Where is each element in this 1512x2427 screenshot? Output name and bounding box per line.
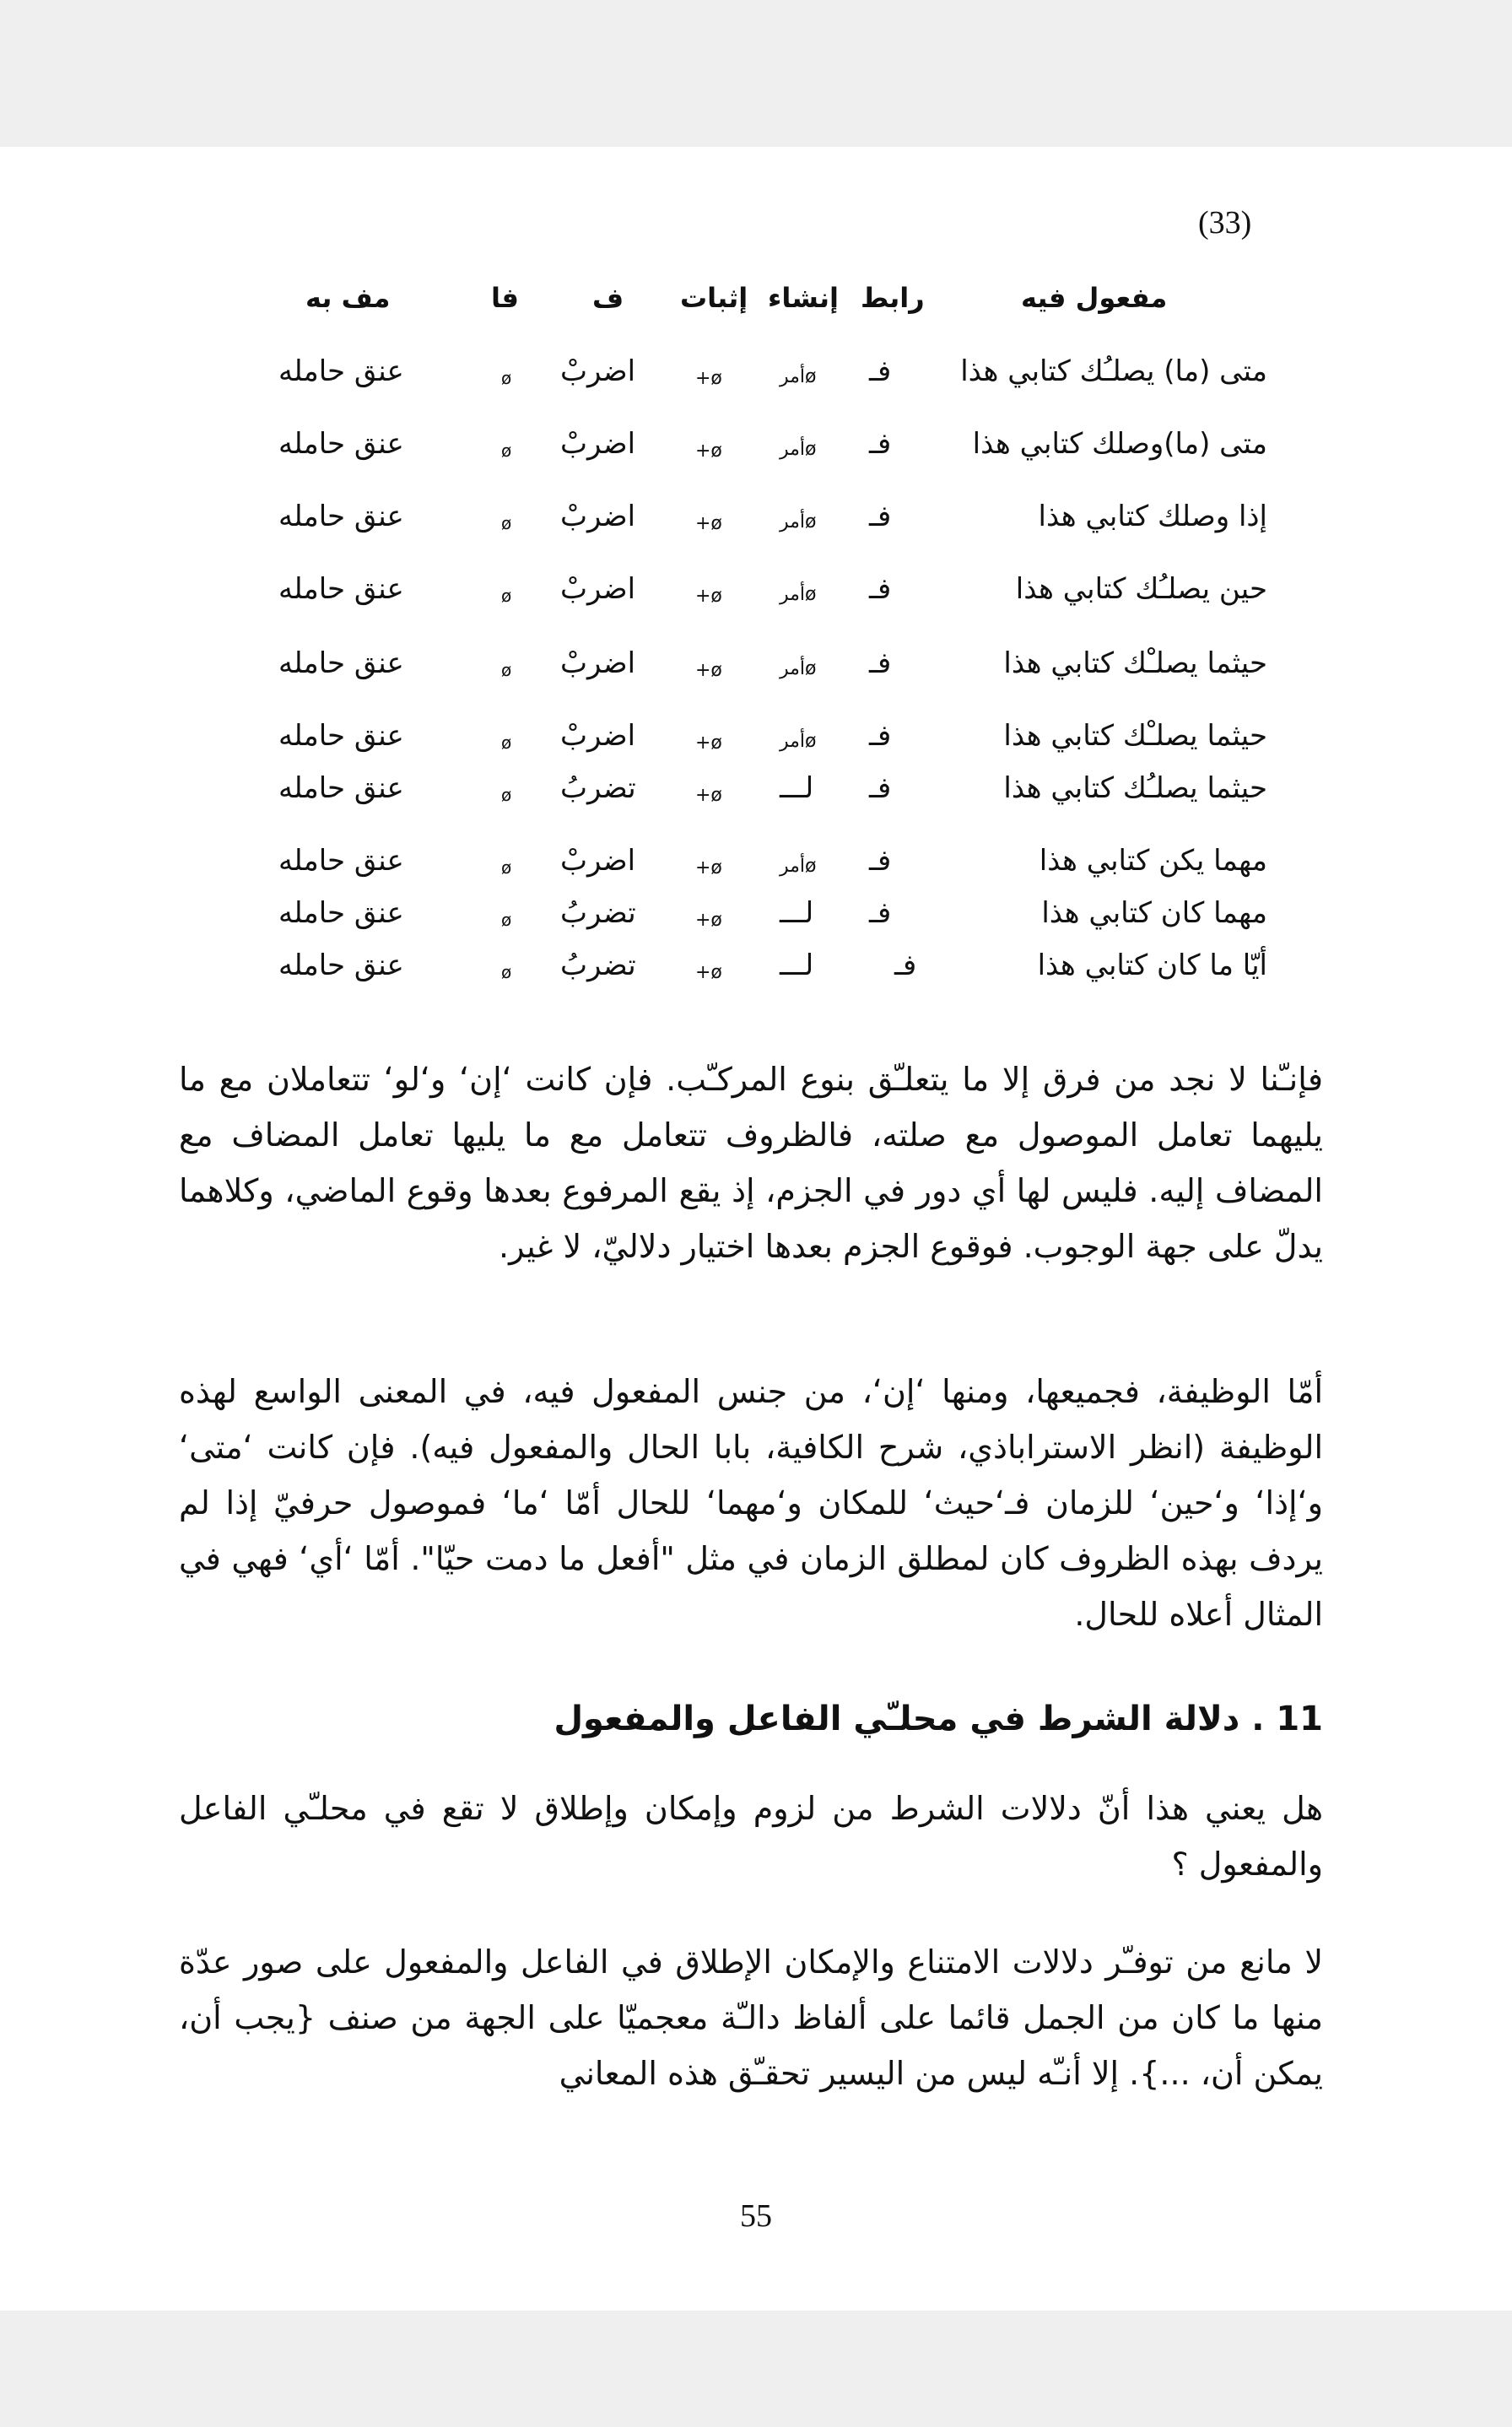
table-row <box>0 844 1512 886</box>
cell-fa: اضربْ <box>560 354 636 388</box>
cell-fa: اضربْ <box>560 427 636 461</box>
cell-maful-fih: حيثما يصلـْك كتابي هذا <box>1003 646 1267 680</box>
cell-insha: لـــ <box>780 896 814 930</box>
cell-ithbat: +ø <box>695 513 722 534</box>
table-header <box>0 282 1512 324</box>
cell-faa: ø <box>501 962 512 982</box>
cell-insha: أمرø <box>780 511 817 532</box>
section-heading: 11 . دلالة الشرط في محلـّي الفاعل والمفعول <box>554 1700 1323 1738</box>
cell-maful-fih: مهما يكن كتابي هذا <box>1039 844 1267 878</box>
cell-maf-bih: عنق حامله <box>278 719 404 753</box>
cell-fa: اضربْ <box>560 719 636 753</box>
cell-maf-bih: عنق حامله <box>278 572 404 606</box>
cell-insha: أمرø <box>780 658 817 679</box>
document-page <box>0 147 1512 2311</box>
cell-fa: اضربْ <box>560 572 636 606</box>
cell-ithbat: +ø <box>695 368 722 389</box>
paragraph-2: أمّا الوظيفة، فجميعها، ومنها ‘إن‘، من جنس المفعول فيه، في المعنى الواسع لهذه الوظيفة (انظر الاستراباذي، شرح الكافية، بابا الحال والمفعول فيه). فإن كانت ‘متى‘ و‘إذا‘ و‘حين‘ للزمان فـ‘حيث‘ للمكان و‘مهما‘ للحال أمّا ‘ما‘ فموصول حرفيّ إذا لم يردف بهذه الظروف كان لمطلق الزمان في مثل "أفعل ما دمت حيّا". أمّا ‘أي‘ فهي في المثال أعلاه للحال. <box>179 1373 1323 1633</box>
cell-maf-bih: عنق حامله <box>278 771 404 805</box>
table-row <box>0 896 1512 938</box>
cell-maf-bih: عنق حامله <box>278 949 404 982</box>
cell-rabit: فـ <box>894 949 917 982</box>
cell-ithbat: +ø <box>695 910 722 931</box>
cell-maful-fih: متى (ما) يصلـُك كتابي هذا <box>960 354 1267 388</box>
cell-ithbat: +ø <box>695 660 722 681</box>
cell-maful-fih: أيّا ما كان كتابي هذا <box>1037 949 1267 982</box>
header-rabit: رابط <box>861 282 925 314</box>
table-row <box>0 427 1512 469</box>
cell-maful-fih: مهما كان كتابي هذا <box>1041 896 1267 930</box>
table-row <box>0 719 1512 761</box>
cell-faa: ø <box>501 513 512 533</box>
cell-faa: ø <box>501 785 512 805</box>
cell-faa: ø <box>501 586 512 606</box>
cell-rabit: فـ <box>869 646 892 680</box>
header-ithbat: إثبات <box>680 282 748 314</box>
cell-ithbat: +ø <box>695 441 722 462</box>
cell-faa: ø <box>501 857 512 878</box>
paragraph-1: فإنـّنا لا نجد من فرق إلا ما يتعلـّق بنوع المركـّب. فإن كانت ‘إن‘ و‘لو‘ تتعاملان مع ما يليهما تعامل الموصول مع صلته، فالظروف تتعامل مع ما يليها تعامل المضاف مع المضاف إليه. فليس لها أي دور في الجزم، إذ يقع المرفوع بعدها وقوع الماضي، وكلاهما يدلّ على جهة الوجوب. فوقوع الجزم بعدها اختيار دلاليّ، لا غير. <box>179 1061 1323 1265</box>
cell-maf-bih: عنق حامله <box>278 427 404 461</box>
cell-ithbat: +ø <box>695 732 722 754</box>
paragraph-4: لا مانع من توفـّر دلالات الامتناع والإمكان الإطلاق في الفاعل والمفعول على صور عدّة منها ما كان من الجمل قائما على ألفاظ دالـّة معجميّا على الجهة من صنف {يجب أن، يمكن أن، ...}. إلا أنـّه ليس من اليسير تحقـّق هذه المعاني <box>179 1943 1323 2092</box>
cell-faa: ø <box>501 732 512 753</box>
cell-maful-fih: حين يصلـُك كتابي هذا <box>1015 572 1267 606</box>
cell-fa: اضربْ <box>560 646 636 680</box>
cell-insha: لـــ <box>780 949 814 982</box>
cell-maful-fih: متى (ما)وصلك كتابي هذا <box>972 427 1267 461</box>
header-faa: فا <box>491 282 519 314</box>
cell-fa: اضربْ <box>560 500 636 533</box>
cell-insha: أمرø <box>780 856 817 877</box>
cell-maful-fih: حيثما يصلـُك كتابي هذا <box>1003 771 1267 805</box>
cell-ithbat: +ø <box>695 586 722 607</box>
cell-fa: تضربُ <box>560 896 636 930</box>
cell-faa: ø <box>501 660 512 680</box>
cell-insha: أمرø <box>780 731 817 752</box>
cell-fa: اضربْ <box>560 844 636 878</box>
cell-rabit: فـ <box>869 354 892 388</box>
table-row <box>0 500 1512 542</box>
cell-ithbat: +ø <box>695 962 722 983</box>
cell-rabit: فـ <box>869 719 892 753</box>
cell-insha: أمرø <box>780 584 817 605</box>
table-row <box>0 771 1512 814</box>
table-row <box>0 572 1512 614</box>
header-fa: ف <box>592 282 624 314</box>
cell-maful-fih: حيثما يصلـْك كتابي هذا <box>1003 719 1267 753</box>
table-row <box>0 354 1512 397</box>
cell-rabit: فـ <box>869 572 892 606</box>
cell-maf-bih: عنق حامله <box>278 896 404 930</box>
cell-insha: لـــ <box>780 771 814 805</box>
cell-maful-fih: إذا وصلك كتابي هذا <box>1038 500 1267 533</box>
table-row <box>0 949 1512 991</box>
cell-faa: ø <box>501 910 512 930</box>
cell-rabit: فـ <box>869 427 892 461</box>
table-row <box>0 646 1512 689</box>
cell-faa: ø <box>501 368 512 388</box>
cell-ithbat: +ø <box>695 857 722 878</box>
cell-maf-bih: عنق حامله <box>278 844 404 878</box>
header-maf-bih: مف به <box>305 282 391 314</box>
cell-maf-bih: عنق حامله <box>278 500 404 533</box>
cell-ithbat: +ø <box>695 785 722 806</box>
example-number: (33) <box>1198 205 1252 241</box>
cell-insha: أمرø <box>780 439 817 460</box>
cell-insha: أمرø <box>780 366 817 387</box>
header-insha: إنشاء <box>768 282 839 314</box>
cell-fa: تضربُ <box>560 949 636 982</box>
header-maful-fih: مفعول فيه <box>1021 282 1168 314</box>
cell-fa: تضربُ <box>560 771 636 805</box>
paragraph-3: هل يعني هذا أنّ دلالات الشرط من لزوم وإمكان وإطلاق لا تقع في محلـّي الفاعل والمفعول ؟ <box>179 1790 1323 1883</box>
cell-faa: ø <box>501 441 512 461</box>
cell-maf-bih: عنق حامله <box>278 646 404 680</box>
cell-rabit: فـ <box>869 500 892 533</box>
cell-rabit: فـ <box>869 896 892 930</box>
page-number: 55 <box>740 2198 772 2234</box>
cell-rabit: فـ <box>869 771 892 805</box>
cell-maf-bih: عنق حامله <box>278 354 404 388</box>
cell-rabit: فـ <box>869 844 892 878</box>
